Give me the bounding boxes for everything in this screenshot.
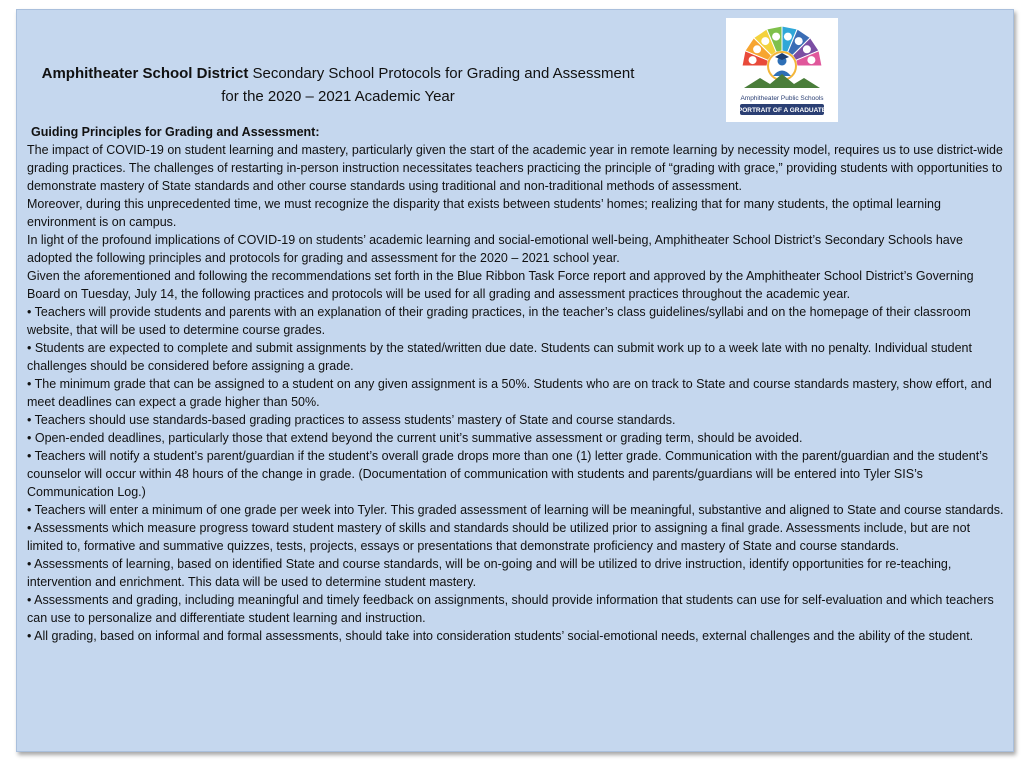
district-name: Amphitheater School District <box>41 65 249 82</box>
bullet-item: • Assessments which measure progress toward student mastery of skills and standards should be utilized prior to assigning a final grade. Assessments include, but are not limited to, formative and summative quizzes, tests, projects, essays or presentations that demonstrate proficiency and mastery of State and course standards. <box>27 521 971 553</box>
slide <box>16 9 1014 752</box>
bullet-item: • The minimum grade that can be assigned to a student on any given assignment is a 50%. Students who are on track to State and course standards mastery, show effort, and meet deadlines can expect a grade higher than 50%. <box>27 377 992 409</box>
document-body <box>27 123 1007 645</box>
title-rest: Secondary School Protocols for Grading and Assessment <box>248 65 635 82</box>
bullet-item: • Teachers will notify a student’s parent/guardian if the student’s overall grade drops more than one (1) letter grade. Communication with the parent/guardian and the student’s counselor will occur within 48 hours of the change in grade. (Documentation of communication with students and parents/guardians will be entered into Tyler SIS’s Communication Log.) <box>27 449 988 499</box>
bullet-item: • Teachers should use standards-based grading practices to assess students’ mastery of State and course standards. <box>27 413 676 427</box>
bullet-item: • Open-ended deadlines, particularly those that extend beyond the current unit’s summative assessment or grading term, should be avoided. <box>27 431 803 445</box>
portrait-of-a-graduate-logo <box>726 18 838 122</box>
section-heading: Guiding Principles for Grading and Assessment: <box>31 125 320 139</box>
bullet-item: • Assessments and grading, including meaningful and timely feedback on assignments, should provide information that students can use for self-evaluation and which teachers can use to personalize and differentiate student learning and instruction. <box>27 593 994 625</box>
logo-ray-icon <box>761 37 769 45</box>
logo-ray-icon <box>784 33 792 41</box>
logo-text-line-2: PORTRAIT OF A GRADUATE <box>737 107 827 114</box>
paragraph: In light of the profound implications of COVID-19 on students’ academic learning and social-emotional well-being, Amphitheater School District’s Secondary Schools have adopted the following principles and protocols for grading and assessment for the 2020 – 2021 school year. <box>27 233 963 265</box>
bullet-item: • Students are expected to complete and submit assignments by the stated/written due date. Students can submit work up to a week late with no penalty. Individual student challenges should be considered before assigning a grade. <box>27 341 972 373</box>
paragraph-list <box>27 141 1007 645</box>
paragraph: The impact of COVID-19 on student learning and mastery, particularly given the start of the academic year in remote learning by necessity model, requires us to use district-wide grading practices. The challenges of restarting in-person instruction necessitates teachers practicing the principle of “grading with grace,” providing students with opportunities to demonstrate mastery of State standards and other course standards using traditional and non-traditional methods of assessment. <box>27 143 1003 193</box>
title-line-2: for the 2020 – 2021 Academic Year <box>221 88 455 105</box>
logo-text-line-1: Amphitheater Public Schools <box>740 95 824 102</box>
bullet-item: • All grading, based on informal and formal assessments, should take into consideration students’ social-emotional needs, external challenges and the ability of the student. <box>27 629 974 643</box>
paragraph: Moreover, during this unprecedented time, we must recognize the disparity that exists between students’ homes; realizing that for many students, the optimal learning environment is on campus. <box>27 197 941 229</box>
bullet-item: • Teachers will enter a minimum of one grade per week into Tyler. This graded assessment of learning will be meaningful, substantive and aligned to State and course standards. <box>27 503 1004 517</box>
logo-ray-icon <box>795 37 803 45</box>
bullet-item: • Assessments of learning, based on identified State and course standards, will be on-going and will be utilized to drive instruction, identify opportunities for re-teaching, intervention and enrichment. This data will be used to determine student mastery. <box>27 557 952 589</box>
logo-graphic <box>726 18 838 122</box>
mountains-icon <box>744 74 820 88</box>
title-line-1 <box>33 62 643 85</box>
logo-ray-icon <box>749 56 757 64</box>
logo-ray-icon <box>807 56 815 64</box>
logo-ray-icon <box>772 33 780 41</box>
bullet-item: • Teachers will provide students and parents with an explanation of their grading practices, in the teacher’s class guidelines/syllabi and on the homepage of their classroom website, that will be used to determine course grades. <box>27 305 971 337</box>
paragraph: Given the aforementioned and following the recommendations set forth in the Blue Ribbon Task Force report and approved by the Amphitheater School District’s Governing Board on Tuesday, July 14, the following practices and protocols will be used for all grading and assessment practices throughout the academic year. <box>27 269 974 301</box>
logo-ray-icon <box>803 45 811 53</box>
logo-ray-icon <box>753 45 761 53</box>
page-title <box>33 62 643 108</box>
